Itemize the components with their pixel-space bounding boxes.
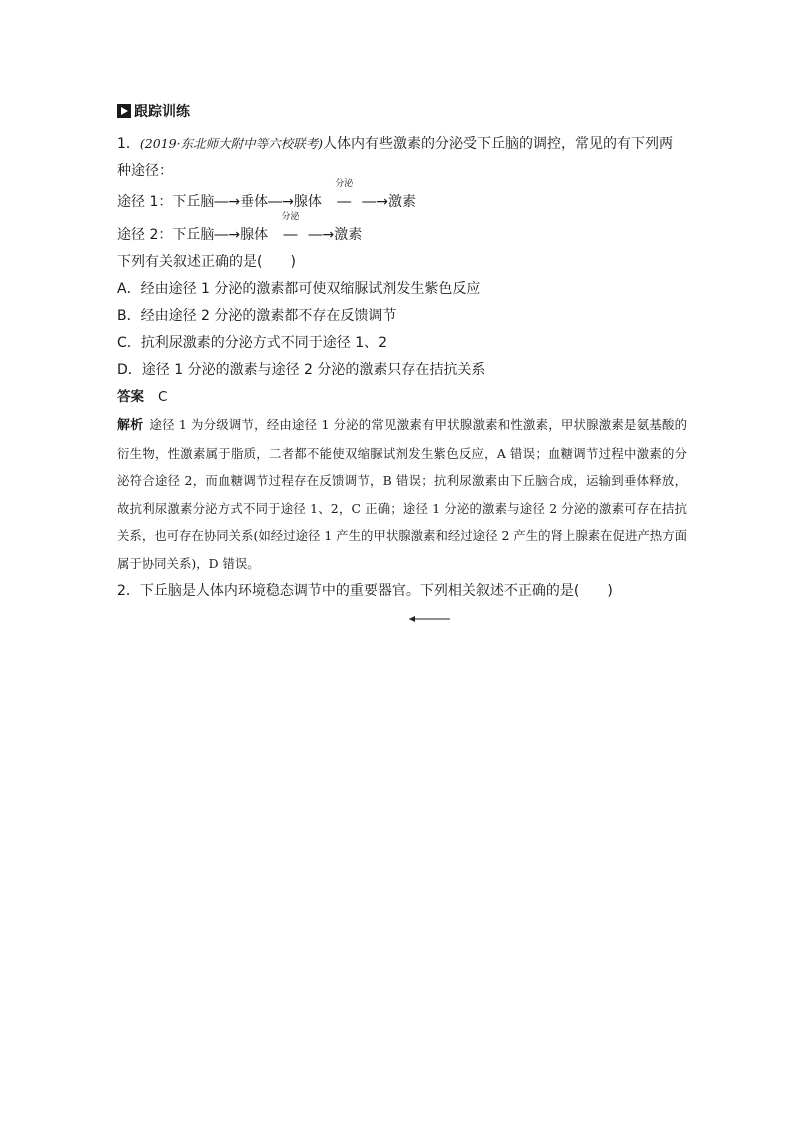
question-2 bbox=[117, 578, 687, 759]
q2-stem: 2．下丘脑是人体内环境稳态调节中的重要器官。下列相关叙述不正确的是( ) bbox=[117, 582, 613, 599]
question-1 bbox=[117, 130, 687, 578]
section-title: 跟踪训练 bbox=[134, 104, 190, 120]
q1-analysis: 解析 途径 1 为分级调节，经由途径 1 分泌的常见激素有甲状腺激素和性激素，甲状腺激素是氨基酸的衍生物，性激素属于脂质，二者都不能使双缩脲试剂发生紫色反应，A 错误；血糖调节过程中激素的分泌符合途径 2，而血糖调节过程存在反馈调节，B 错误；抗利尿激素由下丘脑合成，运输到垂体释放，故抗利尿激素分泌方式不同于途径 1、2，C 正确；途径 1 分泌的激素与途径 2 分泌的激素可存在拮抗关系，也可存在协同关系(如经过途径 1 产生的甲状腺激素和经过途径 2 产生的肾上腺素在促进产热方面属于协同关系)，D 错误。 bbox=[117, 417, 687, 571]
q1-option-a: A．经由途径 1 分泌的激素都可使双缩脲试剂发生紫色反应 bbox=[117, 281, 481, 297]
hormone-regulation-diagram bbox=[117, 609, 687, 759]
q1-prompt: 下列有关叙述正确的是( ) bbox=[117, 254, 296, 270]
q1-path2: 途径 2：下丘脑―→腺体 分泌 ― ―→激素 bbox=[117, 212, 363, 243]
q1-path1: 途径 1：下丘脑―→垂体―→腺体 分泌 ― ―→激素 bbox=[117, 179, 417, 210]
diagram-arrows bbox=[117, 609, 687, 759]
q1-answer: 答案 C bbox=[117, 389, 168, 405]
q1-stem-line2: 种途径： bbox=[117, 163, 173, 179]
q1-option-b: B．经由途径 2 分泌的激素都不存在反馈调节 bbox=[117, 308, 397, 324]
q1-source: (2019·东北师大附中等六校联考) bbox=[139, 136, 323, 151]
page-content bbox=[117, 100, 687, 765]
q1-option-d: D．途径 1 分泌的激素与途径 2 分泌的激素只存在拮抗关系 bbox=[117, 362, 486, 378]
section-header bbox=[117, 100, 687, 122]
q1-option-c: C．抗利尿激素的分泌方式不同于途径 1、2 bbox=[117, 335, 388, 351]
q1-stem-line1: 1．(2019·东北师大附中等六校联考)人体内有些激素的分泌受下丘脑的调控，常见的有下列两 bbox=[117, 136, 673, 152]
play-triangle-icon bbox=[117, 104, 131, 118]
